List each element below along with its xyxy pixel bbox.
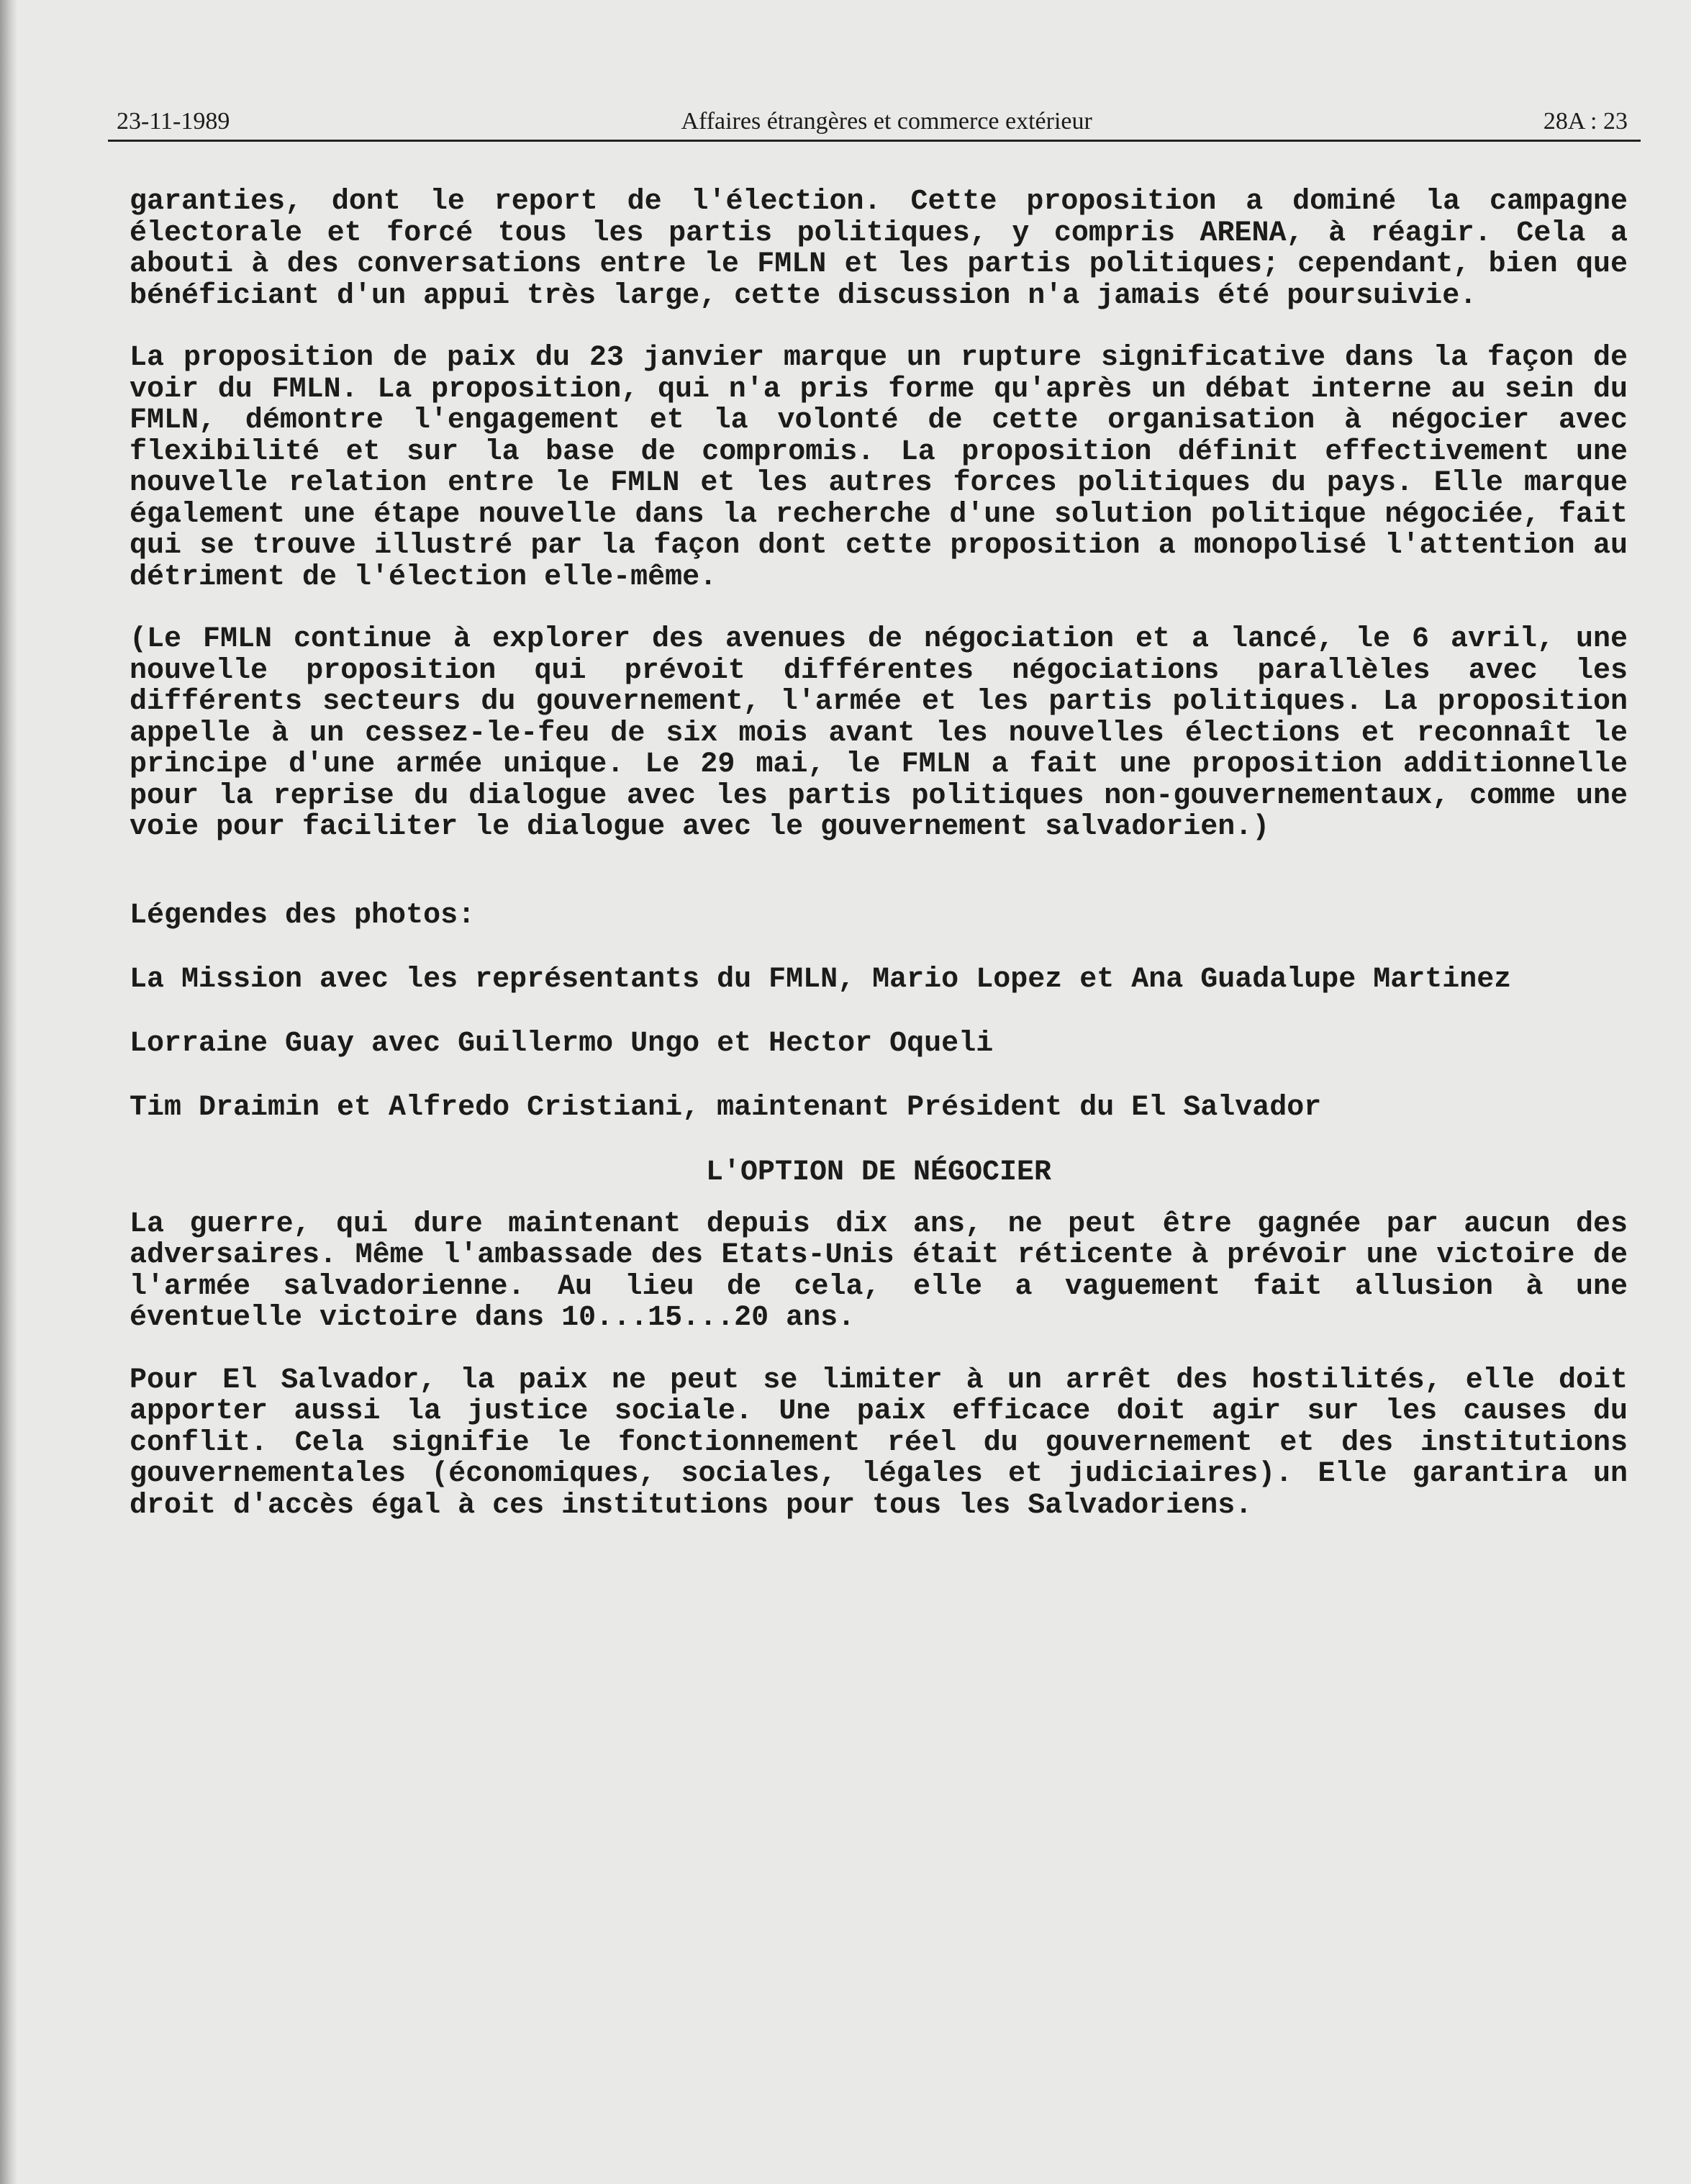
paragraph: La proposition de paix du 23 janvier marque un rupture significative dans la façon de voir du FMLN. La proposition, qui n'a pris forme qu'après un débat interne au sein du FMLN, démontre l'engagement et la volonté de cette organisation à négocier avec flexibilité et sur la base de compromis. La proposition définit effectivement une nouvelle relation entre le FMLN et les autres forces politiques du pays. Elle marque également une étape nouvelle dans la recherche d'une solution politique négociée, fait qui se trouve illustré par la façon dont cette proposition a monopolisé l'attention au détriment de l'élection elle-même.	[130, 342, 1628, 594]
photo-caption: Lorraine Guay avec Guillermo Ungo et Hector Oqueli	[130, 1027, 994, 1060]
page-binding-edge	[0, 0, 17, 2184]
photo-caption: La Mission avec les représentants du FMLN, Mario Lopez et Ana Guadalupe Martinez	[130, 963, 1512, 996]
photo-caption: Tim Draimin et Alfredo Cristiani, maintenant Président du El Salvador	[130, 1091, 1322, 1124]
header-title: Affaires étrangères et commerce extérieur	[681, 108, 1092, 135]
paragraph: (Le FMLN continue à explorer des avenues de négociation et a lancé, le 6 avril, une nouvelle proposition qui prévoit différentes négociations parallèles avec les différents secteurs du gouvernement, l'armée et les partis politiques. La proposition appelle à un cessez-le-feu de six mois avant les nouvelles élections et reconnaît le principe d'une armée unique. Le 29 mai, le FMLN a fait une proposition additionnelle pour la reprise du dialogue avec les partis politiques non-gouvernementaux, comme une voie pour faciliter le dialogue avec le gouvernement salvadorien.)	[130, 623, 1628, 843]
captions-title: Légendes des photos:	[130, 899, 476, 932]
document-body	[108, 142, 1641, 1521]
document-page	[108, 108, 1641, 1552]
section-heading: L'OPTION DE NÉGOCIER	[705, 1156, 1052, 1189]
section-paragraph: La guerre, qui dure maintenant depuis dix ans, ne peut être gagnée par aucun des adversaires. Même l'ambassade des Etats-Unis était réticente à prévoir une victoire de l'armée salvadorienne. Au lieu de cela, elle a vaguement fait allusion à une éventuelle victoire dans 10...15...20 ans.	[130, 1207, 1628, 1334]
running-header	[108, 108, 1641, 142]
paragraph: garanties, dont le report de l'élection. Cette proposition a dominé la campagne électorale et forcé tous les partis politiques, y compris ARENA, à réagir. Cela a abouti à des conversations entre le FMLN et les partis politiques; cependant, bien que bénéficiant d'un appui très large, cette discussion n'a jamais été poursuivie.	[130, 186, 1628, 312]
header-date: 23-11-1989	[117, 108, 230, 135]
header-page-number: 28A : 23	[1543, 108, 1628, 135]
section-paragraph: Pour El Salvador, la paix ne peut se limiter à un arrêt des hostilités, elle doit apporter aussi la justice sociale. Une paix efficace doit agir sur les causes du conflit. Cela signifie le fonctionnement réel du gouvernement et des institutions gouvernementales (économiques, sociales, légales et judiciaires). Elle garantira un droit d'accès égal à ces institutions pour tous les Salvadoriens.	[130, 1364, 1628, 1522]
